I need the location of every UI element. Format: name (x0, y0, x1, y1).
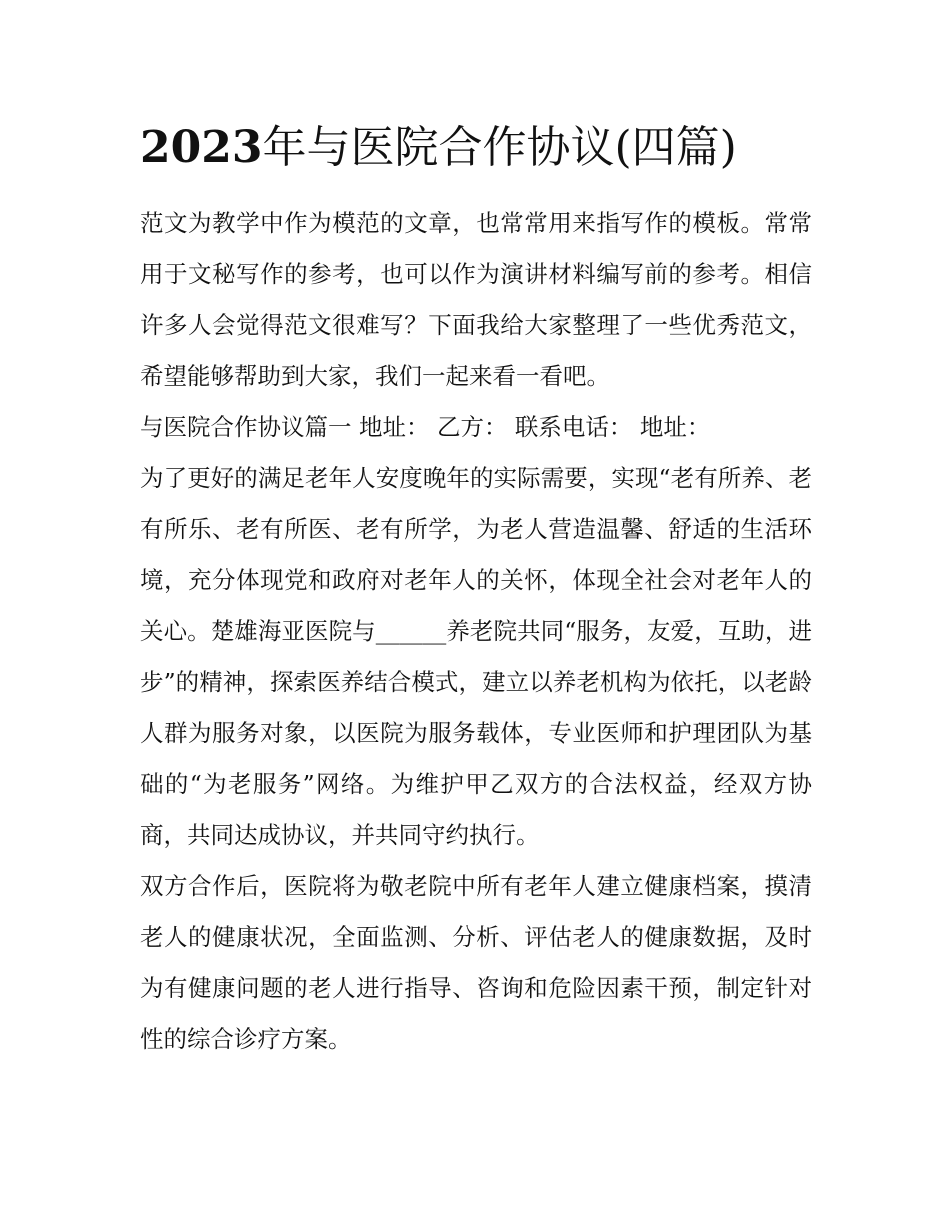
document-page (140, 118, 812, 1065)
intro-paragraph: 范文为教学中作为模范的文章，也常常用来指写作的模板。常常用于文秘写作的参考，也可以作为演讲材料编写前的参考。相信许多人会觉得范文很难写？下面我给大家整理了一些优秀范文，希望能够帮助到大家，我们一起来看一看吧。 (140, 209, 812, 390)
agreement-header-paragraph: 与医院合作协议篇一 地址： 乙方： 联系电话： 地址： (140, 413, 711, 441)
cooperation-paragraph: 双方合作后，医院将为敬老院中所有老年人建立健康档案，摸清老人的健康状况，全面监测、分析、评估老人的健康数据，及时为有健康问题的老人进行指导、咨询和危险因素干预，制定针对性的综合诊疗方案。 (140, 872, 812, 1053)
agreement-purpose-paragraph: 为了更好的满足老年人安度晚年的实际需要，实现“老有所养、老有所乐、老有所医、老有所学，为老人营造温馨、舒适的生活环境，充分体现党和政府对老年人的关怀，体现全社会对老年人的关心。楚雄海亚医院与______养老院共同“服务，友爱，互助，进步”的精神，探索医养结合模式，建立以养老机构为依托，以老龄人群为服务对象，以医院为服务载体，专业医师和护理团队为基础的“为老服务”网络。为维护甲乙双方的合法权益，经双方协商，共同达成协议，并共同守约执行。 (140, 464, 812, 849)
title-text: 年与医院合作协议(四篇) (262, 122, 737, 173)
page-title (140, 118, 812, 178)
title-year: 2023 (140, 122, 263, 173)
